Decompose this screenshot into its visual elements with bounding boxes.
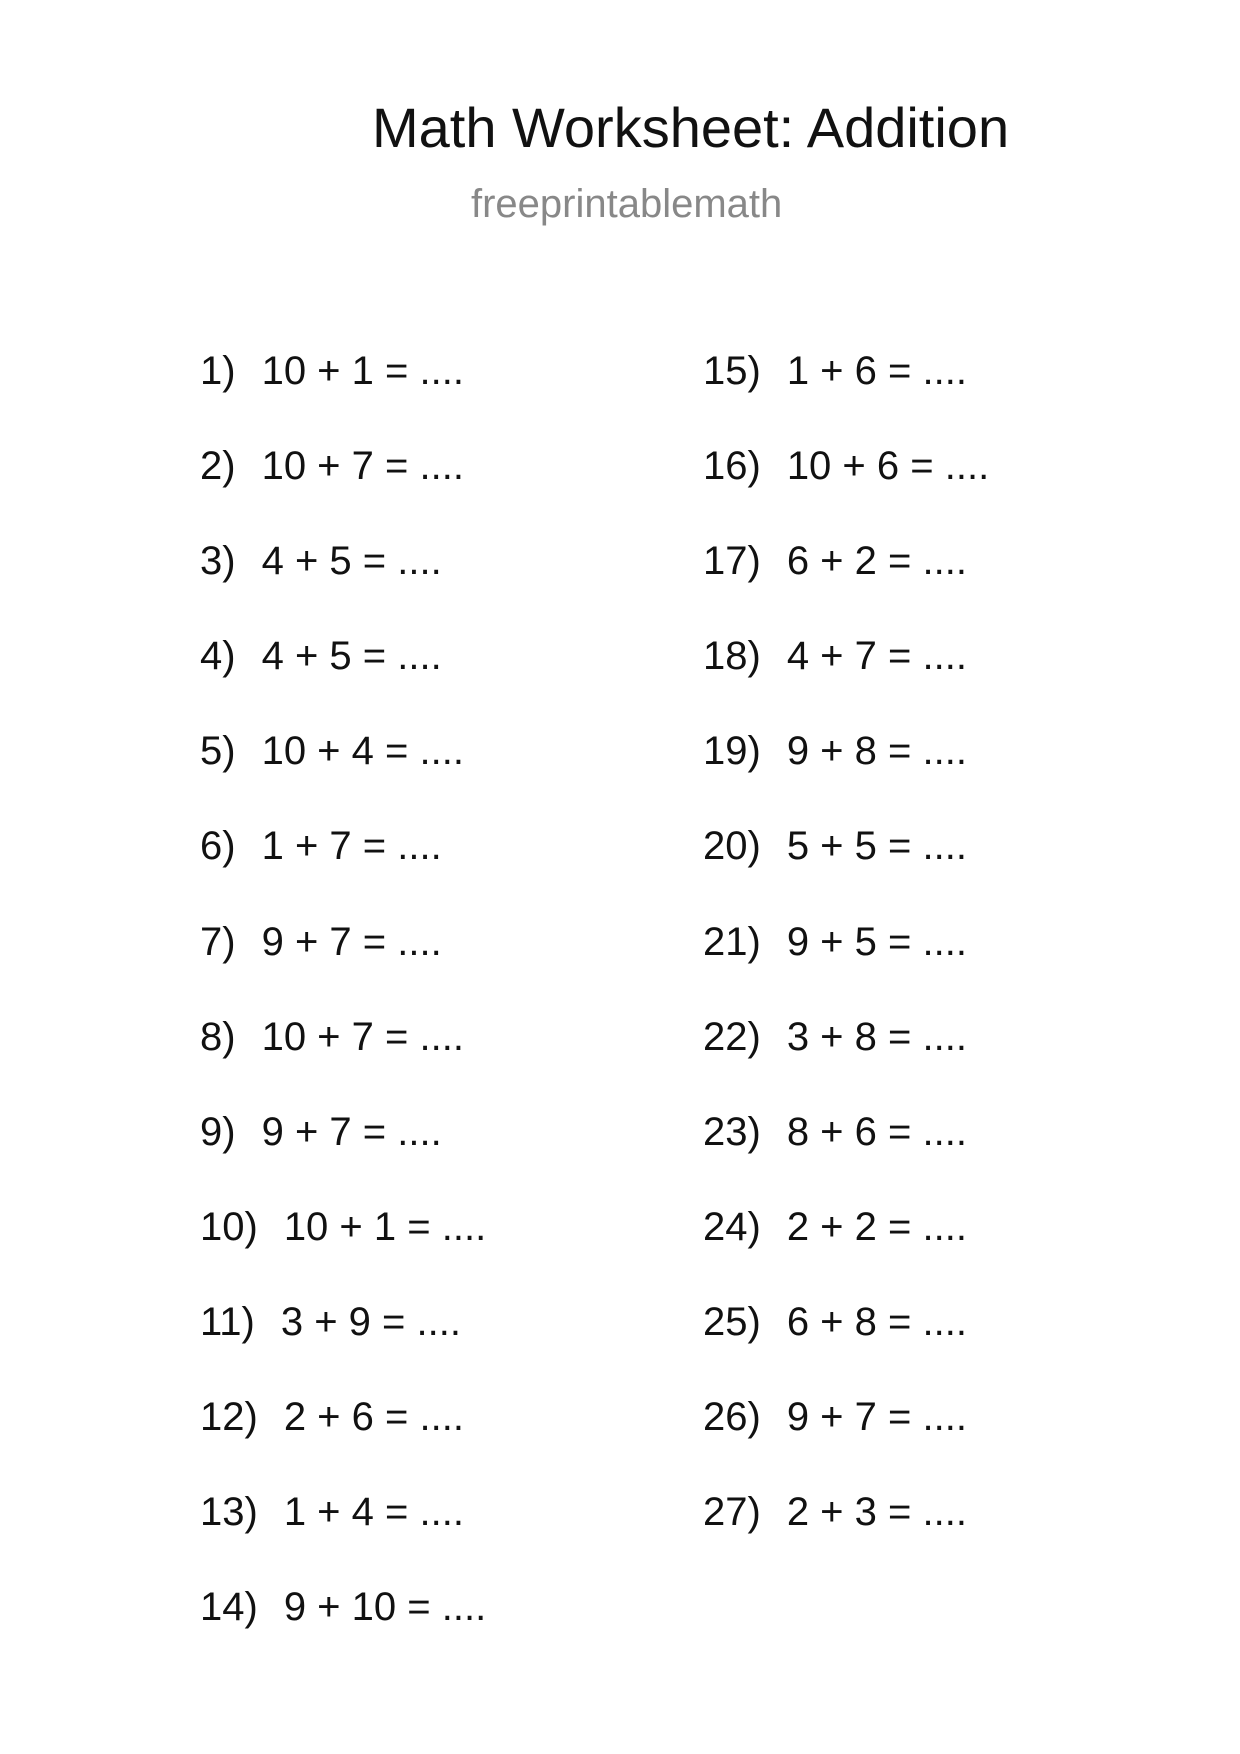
problem-number: 24) <box>703 1204 761 1249</box>
problems-column-left <box>200 351 486 1682</box>
problem-expression: 4 + 7 = .... <box>786 634 967 679</box>
problem-item <box>200 351 486 446</box>
problems-column-right <box>703 351 989 1587</box>
problem-number: 3) <box>200 539 236 584</box>
problem-item <box>200 1587 486 1682</box>
problem-expression: 10 + 1 = .... <box>283 1204 487 1249</box>
problem-item <box>200 446 486 541</box>
problem-number: 6) <box>200 824 236 869</box>
problem-expression: 4 + 5 = .... <box>261 539 442 584</box>
problem-item <box>703 446 989 541</box>
problem-expression: 1 + 6 = .... <box>786 349 967 393</box>
problem-number: 4) <box>200 634 236 679</box>
problem-expression: 9 + 7 = .... <box>786 1395 967 1440</box>
problem-item <box>200 1109 486 1207</box>
problem-expression: 6 + 2 = .... <box>786 539 967 584</box>
problem-number: 9) <box>200 1109 236 1154</box>
problem-item <box>200 731 486 826</box>
problem-item <box>200 541 486 636</box>
problem-item <box>703 919 989 1017</box>
problem-item <box>200 636 486 731</box>
problem-expression: 1 + 4 = .... <box>283 1490 464 1535</box>
problem-number: 14) <box>200 1585 258 1630</box>
problem-number: 2) <box>200 444 236 489</box>
problem-item <box>703 1299 989 1397</box>
problem-expression: 1 + 7 = .... <box>261 824 442 869</box>
problem-item <box>703 1492 989 1587</box>
problem-number: 25) <box>703 1299 761 1344</box>
problem-expression: 8 + 6 = .... <box>786 1109 967 1154</box>
problem-number: 16) <box>703 444 761 489</box>
problem-item <box>703 1014 989 1112</box>
problem-item <box>703 1204 989 1302</box>
problem-expression: 10 + 7 = .... <box>261 444 464 489</box>
problem-number: 5) <box>200 729 236 774</box>
problem-expression: 9 + 10 = .... <box>283 1585 487 1630</box>
problem-number: 26) <box>703 1395 761 1440</box>
problem-number: 18) <box>703 634 761 679</box>
problem-number: 20) <box>703 824 761 869</box>
problem-item <box>703 731 989 826</box>
problem-item <box>200 826 486 921</box>
problem-expression: 3 + 9 = .... <box>280 1299 461 1344</box>
problem-expression: 10 + 7 = .... <box>261 1014 464 1059</box>
problem-expression: 6 + 8 = .... <box>786 1299 967 1344</box>
problem-item <box>200 919 486 1017</box>
problem-expression: 9 + 5 = .... <box>786 919 967 964</box>
problem-number: 7) <box>200 919 236 964</box>
problem-number: 19) <box>703 729 761 774</box>
problem-number: 17) <box>703 539 761 584</box>
worksheet-subtitle: freeprintablemath <box>471 182 783 226</box>
problem-number: 1) <box>200 349 236 393</box>
problem-item <box>200 1014 486 1112</box>
problem-expression: 9 + 7 = .... <box>261 919 442 964</box>
problem-item <box>200 1204 487 1302</box>
problem-item <box>703 1109 989 1207</box>
problem-expression: 2 + 2 = .... <box>786 1204 967 1249</box>
problem-number: 15) <box>703 349 761 393</box>
problem-expression: 9 + 8 = .... <box>786 729 967 774</box>
problem-number: 8) <box>200 1014 236 1059</box>
problem-number: 23) <box>703 1109 761 1154</box>
problem-expression: 10 + 6 = .... <box>786 444 990 489</box>
problem-item <box>703 826 989 921</box>
problem-item <box>703 351 989 446</box>
problem-number: 10) <box>200 1204 258 1249</box>
problem-item <box>703 636 989 731</box>
problem-expression: 2 + 3 = .... <box>786 1490 967 1535</box>
problem-expression: 10 + 1 = .... <box>261 349 464 393</box>
problem-number: 27) <box>703 1490 761 1535</box>
problem-number: 21) <box>703 919 761 964</box>
problem-number: 12) <box>200 1395 258 1440</box>
problem-expression: 9 + 7 = .... <box>261 1109 442 1154</box>
problem-expression: 4 + 5 = .... <box>261 634 442 679</box>
problem-item <box>703 541 989 636</box>
worksheet-title: Math Worksheet: Addition <box>372 96 1010 159</box>
problem-number: 22) <box>703 1014 761 1059</box>
problem-item <box>703 1397 989 1492</box>
problem-expression: 3 + 8 = .... <box>786 1014 967 1059</box>
problem-item <box>200 1299 486 1397</box>
problem-item <box>200 1397 486 1492</box>
problem-expression: 2 + 6 = .... <box>283 1395 464 1440</box>
problem-number: 11) <box>200 1299 255 1344</box>
problem-item <box>200 1492 486 1587</box>
problem-number: 13) <box>200 1490 258 1535</box>
problem-expression: 10 + 4 = .... <box>261 729 464 774</box>
problem-expression: 5 + 5 = .... <box>786 824 967 869</box>
